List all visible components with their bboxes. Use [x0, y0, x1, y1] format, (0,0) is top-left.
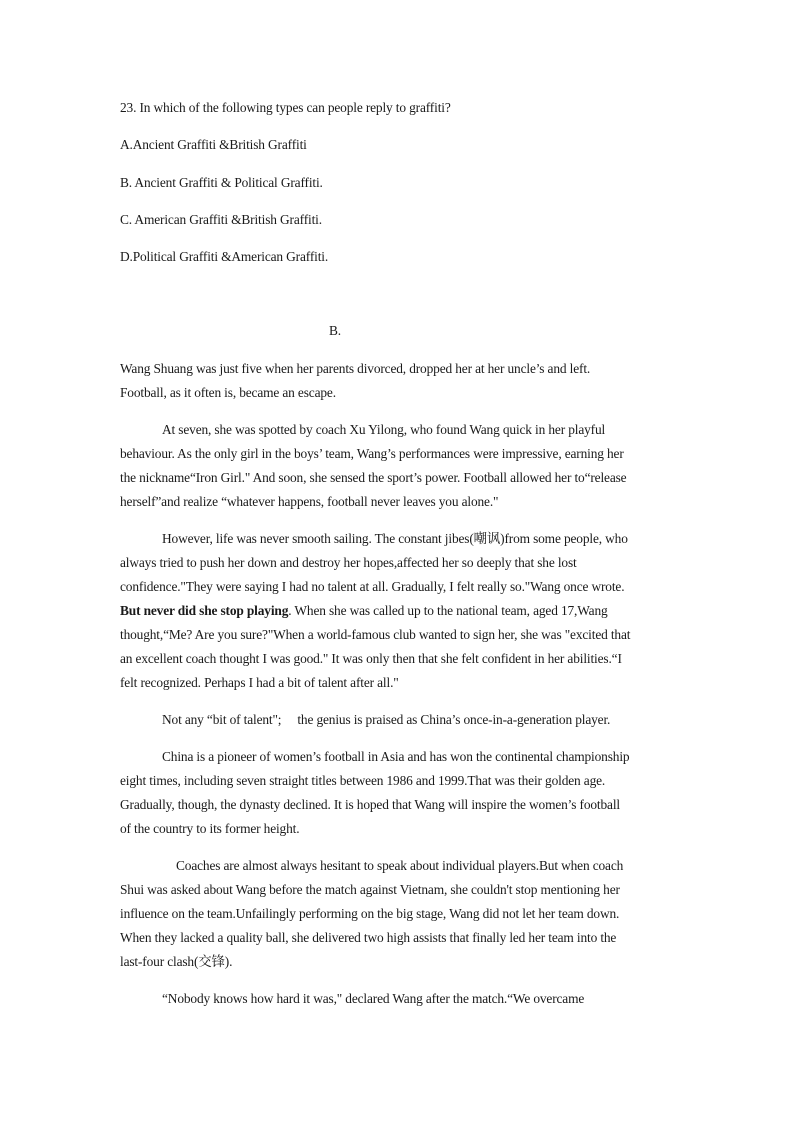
paragraph-line: behaviour. As the only girl in the boys’ team, Wang’s performances were impressive, earning her [120, 446, 624, 461]
emphasized-sentence: But never did she stop playing [120, 603, 289, 618]
paragraph-line: influence on the team.Unfailingly performing on the big stage, Wang did not let her team down. [120, 906, 620, 921]
paragraph-line: Coaches are almost always hesitant to speak about individual players.But when coach [176, 858, 624, 873]
paragraph-line: “Nobody knows how hard it was," declared Wang after the match.“We overcame [162, 991, 585, 1006]
paragraph-line: Gradually, though, the dynasty declined. It is hoped that Wang will inspire the women’s football [120, 797, 620, 812]
paragraph-line: When they lacked a quality ball, she delivered two high assists that finally led her team into the [120, 930, 617, 945]
paragraph-line: Not any “bit of talent"; the genius is praised as China’s once-in-a-generation player. [162, 712, 611, 727]
paragraph-line: eight times, including seven straight titles between 1986 and 1999.That was their golden age. [120, 773, 606, 788]
option-c: C. American Graffiti &British Graffiti. [120, 212, 322, 227]
section-label: B. [329, 323, 341, 338]
option-d: D.Political Graffiti &American Graffiti. [120, 249, 329, 264]
paragraph-line: of the country to its former height. [120, 821, 300, 836]
paragraph-line: always tried to push her down and destroy her hopes,affected her so deeply that she lost [120, 555, 577, 570]
paragraph-line: China is a pioneer of women’s football in Asia and has won the continental championship [162, 749, 630, 764]
paragraph-line: last-four clash(交锋). [120, 954, 233, 969]
paragraph-line: Football, as it often is, became an escape. [120, 385, 336, 400]
paragraph-line: the nickname“Iron Girl." And soon, she sensed the sport’s power. Football allowed her to“release [120, 470, 627, 485]
paragraph-line: At seven, she was spotted by coach Xu Yilong, who found Wang quick in her playful [162, 422, 606, 437]
paragraph-line: herself”and realize “whatever happens, football never leaves you alone." [120, 494, 499, 509]
paragraph-line [120, 603, 608, 619]
paragraph-line: However, life was never smooth sailing. The constant jibes(嘲讽)from some people, who [162, 531, 628, 546]
option-a: A.Ancient Graffiti &British Graffiti [120, 137, 307, 152]
paragraph-line: an excellent coach thought I was good." It was only then that she felt confident in her abilities.“I [120, 651, 622, 666]
paragraph-line: Shui was asked about Wang before the match against Vietnam, she couldn't stop mentioning her [120, 882, 620, 897]
paragraph-line: felt recognized. Perhaps I had a bit of talent after all." [120, 675, 399, 690]
option-b: B. Ancient Graffiti & Political Graffiti. [120, 175, 323, 190]
sentence-continuation: . When she was called up to the national team, aged 17,Wang [288, 603, 608, 618]
question-stem: 23. In which of the following types can people reply to graffiti? [120, 100, 451, 115]
paragraph-line: thought,“Me? Are you sure?"When a world-famous club wanted to sign her, she was "excited that [120, 627, 631, 642]
paragraph-line: confidence."They were saying I had no talent at all. Gradually, I felt really so."Wang once wrote. [120, 579, 625, 594]
paragraph-line: Wang Shuang was just five when her parents divorced, dropped her at her uncle’s and left. [120, 361, 591, 376]
